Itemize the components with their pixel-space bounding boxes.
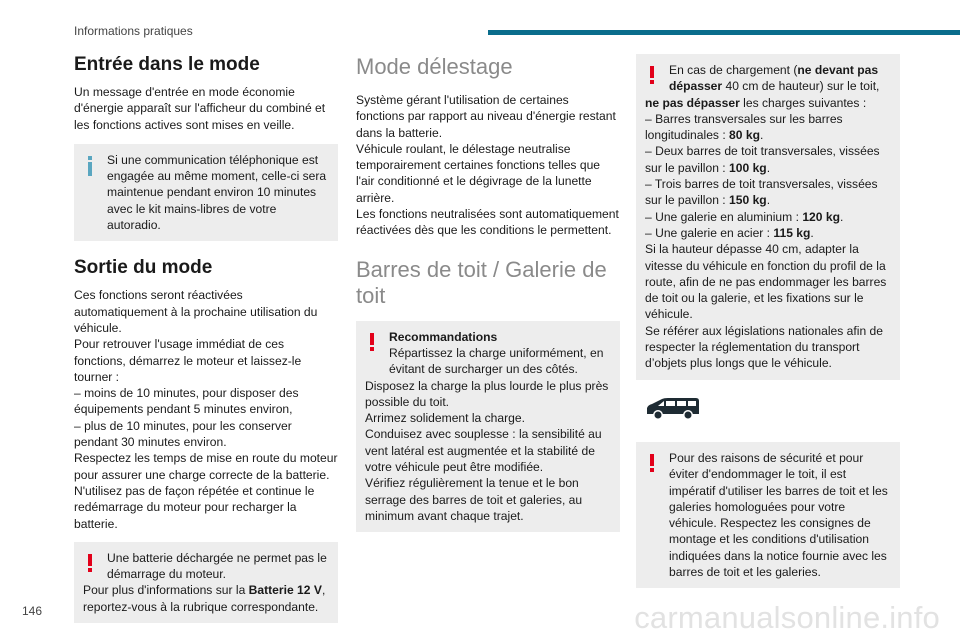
load-item: – Une galerie en acier : 115 kg. (645, 225, 814, 240)
load-item: – Deux barres de toit transversales, vissées sur le pavillon : 100 kg. (645, 144, 880, 175)
exit-line: Pour retrouver l'usage immédiat de ces fonctions, démarrez le moteur et laissez-le tourner : (74, 337, 302, 384)
exit-line: – moins de 10 minutes, pour disposer des équipements pendant 5 minutes environ, (74, 386, 299, 417)
entry-mode-title: Entrée dans le mode (74, 54, 260, 75)
recommendations-title: Recommandations (389, 329, 498, 344)
exit-line: Ces fonctions seront réactivées automatiquement à la prochaine utilisation du véhicule. (74, 288, 318, 335)
load-item: – Barres transversales sur les barres longitudinales : 80 kg. (645, 111, 843, 143)
warning-battery-line1: Une batterie déchargée ne permet pas le démarrage du moteur. (107, 550, 327, 582)
load-intro2: ne pas dépasser les charges suivantes : (645, 95, 867, 110)
shedding-mode-title: Mode délestage (356, 54, 513, 79)
warning-icon (86, 554, 94, 572)
roof-bars-title: Barres de toit / Galerie de toit (356, 256, 607, 308)
exit-line: N'utilisez pas de façon répétée et continue le redémarrage du moteur pour recharger la batterie. (74, 483, 315, 531)
reco-line: Répartissez la charge uniformément, en évitant de surcharger un des côtés. (389, 345, 604, 377)
exit-line: Respectez les temps de mise en route du moteur pour assurer une charge correcte de la batterie. (74, 451, 338, 482)
warning-icon (648, 66, 656, 84)
entry-mode-text: Un message d'entrée en mode économie d'énergie apparaît sur l'afficheur du combiné et les fonctions actives sont mises en veille. (74, 85, 326, 132)
warning-icon (368, 333, 376, 351)
recommendations-box (356, 321, 620, 533)
exit-mode-title: Sortie du mode (74, 257, 213, 279)
column-left (74, 54, 338, 623)
watermark: carmanualsonline.info (634, 600, 940, 635)
warning-battery-line2: Pour plus d'informations sur la Batterie 12 V, reportez-vous à la rubrique correspondante. (83, 583, 326, 614)
reco-line: Arrimez solidement la charge. (365, 411, 525, 426)
safety-box (636, 442, 900, 588)
info-icon (86, 156, 94, 176)
warning-box-battery (74, 542, 338, 623)
reco-line: Vérifiez régulièrement la tenue et le bon serrage des barres de toit et galeries, au minimum avant chaque trajet. (365, 476, 583, 523)
load-item: – Une galerie en aluminium : 120 kg. (645, 209, 844, 224)
load-intro: En cas de chargement (ne devant pas dépasser 40 cm de hauteur) sur le toit, (669, 63, 880, 94)
page-number: 146 (22, 604, 43, 618)
safety-text: Pour des raisons de sécurité et pour éviter d'endommager le toit, il est impératif d'utiliser les barres de toit et les galeries homologuées pour votre véhicule. Respectez les consignes de montage et les conditions d'utilisation indiquées dans la notice fournie avec les barres de toit et les galeries. (669, 450, 888, 580)
reco-line: Disposez la charge la plus lourde le plus près possible du toit. (365, 378, 609, 409)
info-box-text: Si une communication téléphonique est engagée au même moment, celle-ci sera maintenue pendant environ 10 minutes avec le kit mains-libres de votre autoradio. (107, 152, 327, 233)
info-box (74, 144, 338, 241)
shed-line: Véhicule roulant, le délestage neutralise temporairement certaines fonctions telles que l'air conditionné et le dégivrage de la lunette arrière. (356, 141, 601, 205)
load-item: – Trois barres de toit transversales, vissées sur le pavillon : 150 kg. (645, 177, 878, 208)
column-right (636, 54, 900, 588)
column-middle (356, 54, 620, 532)
exit-line: – plus de 10 minutes, pour les conserver pendant 30 minutes environ. (74, 418, 292, 450)
reco-line: Conduisez avec souplesse : la sensibilité au vent latéral est augmentée et la stabilité de votre véhicule peut être modifiée. (365, 427, 602, 475)
load-after-line: Si la hauteur dépasse 40 cm, adapter la vitesse du véhicule en fonction du profil de la route, afin de ne pas endommager les barres de toit ou la galerie, et les fixations sur le véhicule. (645, 242, 887, 322)
load-limits-box (636, 54, 900, 380)
warning-icon (648, 454, 656, 472)
shed-line: Système gérant l'utilisation de certaines fonctions par rapport au niveau d'énergie restant dans la batterie. (356, 93, 616, 140)
load-after-line: Se référer aux législations nationales afin de respecter la réglementation du transport d’objets plus longs que le véhicule. (645, 323, 883, 371)
van-icon (644, 396, 900, 426)
header-accent-bar (488, 30, 960, 35)
shed-line: Les fonctions neutralisées sont automatiquement réactivées dès que les conditions le permettent. (356, 207, 619, 238)
running-header: Informations pratiques (74, 24, 193, 38)
